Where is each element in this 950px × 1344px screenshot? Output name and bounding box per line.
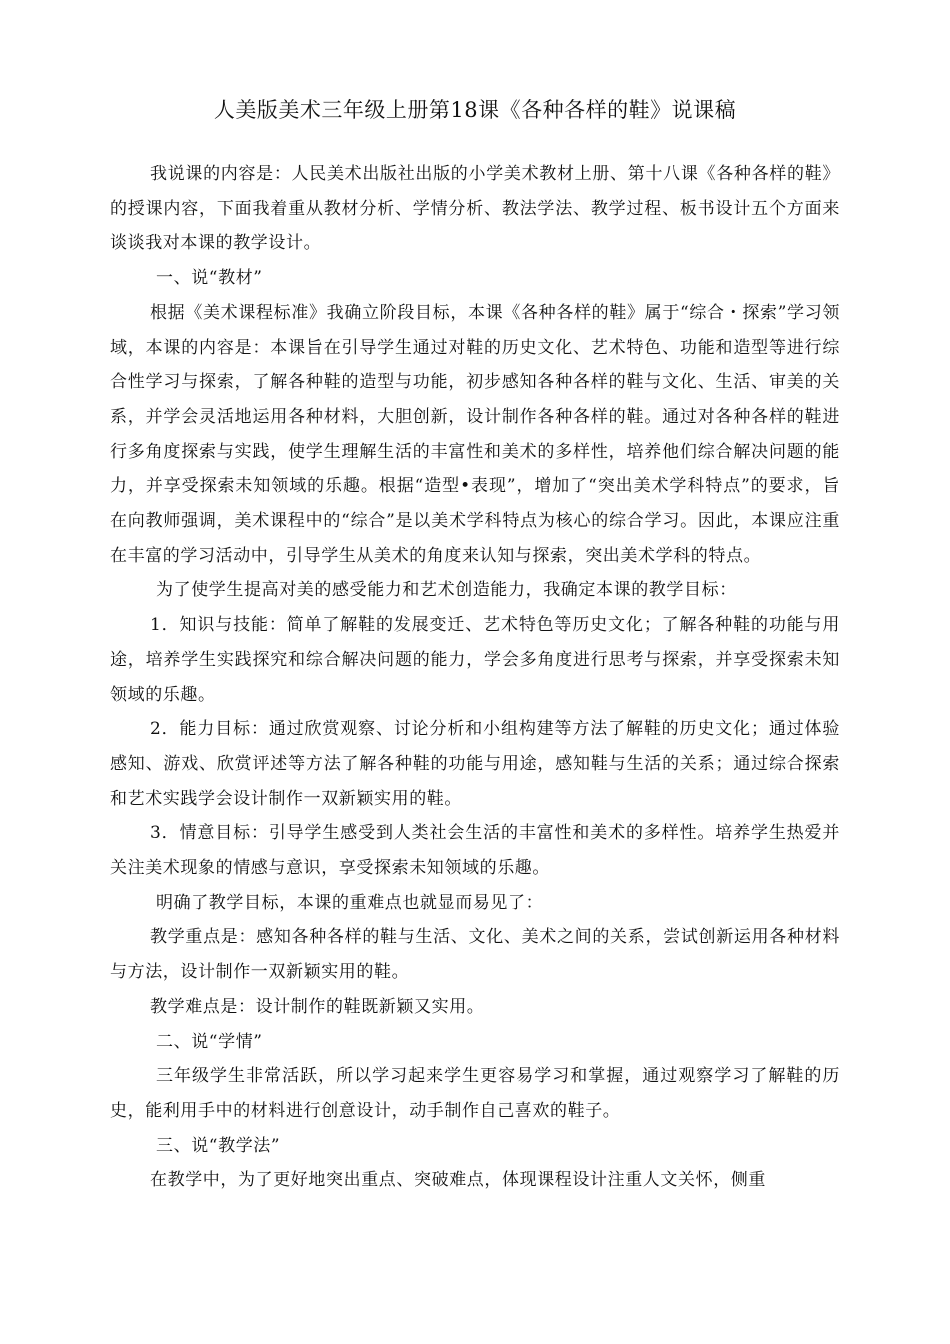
objectives-intro-paragraph: 为了使学生提高对美的感受能力和艺术创造能力，我确定本课的教学目标： xyxy=(156,580,737,601)
teaching-difficulty-paragraph: 教学难点是：设计制作的鞋既新颖又实用。 xyxy=(150,996,485,1017)
section-heading-methods: 三、说“教学法” xyxy=(156,1135,281,1156)
objective-knowledge-paragraph: 1．知识与技能：简单了解鞋的发展变迁、艺术特色等历史文化；了解各种鞋的功能与用途，培养学生实践探究和综合解决问题的能力，学会多角度进行思考与探索，并享受探索未知领域的乐趣。 xyxy=(110,615,840,705)
objective-emotion-paragraph: 3．情意目标：引导学生感受到人类社会生活的丰富性和美术的多样性。培养学生热爱并关注美术现象的情感与意识，享受探索未知领域的乐趣。 xyxy=(110,823,840,879)
document-title: 人美版美术三年级上册第18课《各种各样的鞋》说课稿 xyxy=(213,98,737,122)
teaching-focus-paragraph: 教学重点是：感知各种各样的鞋与生活、文化、美术之间的关系，尝试创新运用各种材料与方法，设计制作一双新颖实用的鞋。 xyxy=(110,927,840,983)
objective-ability-paragraph: 2．能力目标：通过欣赏观察、讨论分析和小组构建等方法了解鞋的历史文化；通过体验感知、游戏、欣赏评述等方法了解各种鞋的功能与用途，感知鞋与生活的关系；通过综合探索和艺术实践学会设计制作一双新颖实用的鞋。 xyxy=(110,719,840,809)
section-heading-textbook: 一、说“教材” xyxy=(156,268,263,289)
learners-paragraph: 三年级学生非常活跃，所以学习起来学生更容易学习和掌握，通过观察学习了解鞋的历史，能利用手中的材料进行创意设计，动手制作自己喜欢的鞋子。 xyxy=(110,1066,840,1121)
textbook-analysis-paragraph: 根据《美术课程标准》我确立阶段目标，本课《各种各样的鞋》属于“综合・探索”学习领域，本课的内容是：本课旨在引导学生通过对鞋的历史文化、艺术特色、功能和造型等进行综合性学习与探索，了解各种鞋的造型与功能，初步感知各种各样的鞋与文化、生活、审美的关系，并学会灵活地运用各种材料，大胆创新，设计制作各种各样的鞋。通过对各种各样的鞋进行多角度探索与实践，使学生理解生活的丰富性和美术的多样性，培养他们综合解决问题的能力，并享受探索未知领域的乐趣。根据“造型•表现”，增加了“突出美术学科特点”的要求，旨在向教师强调，美术课程中的“综合”是以美术学科特点为核心的综合学习。因此，本课应注重在丰富的学习活动中，引导学生从美术的角度来认知与探索，突出美术学科的特点。 xyxy=(110,302,840,566)
methods-paragraph: 在教学中，为了更好地突出重点、突破难点，体现课程设计注重人文关怀，侧重 xyxy=(150,1170,766,1191)
document-body xyxy=(110,157,840,1198)
key-points-intro-paragraph: 明确了教学目标，本课的重难点也就显而易见了： xyxy=(156,892,544,913)
intro-paragraph: 我说课的内容是：人民美术出版社出版的小学美术教材上册、第十八课《各种各样的鞋》的授课内容，下面我着重从教材分析、学情分析、教法学法、教学过程、板书设计五个方面来谈谈我对本课的教学设计。 xyxy=(110,164,840,254)
section-heading-learners: 二、说“学情” xyxy=(156,1031,263,1052)
